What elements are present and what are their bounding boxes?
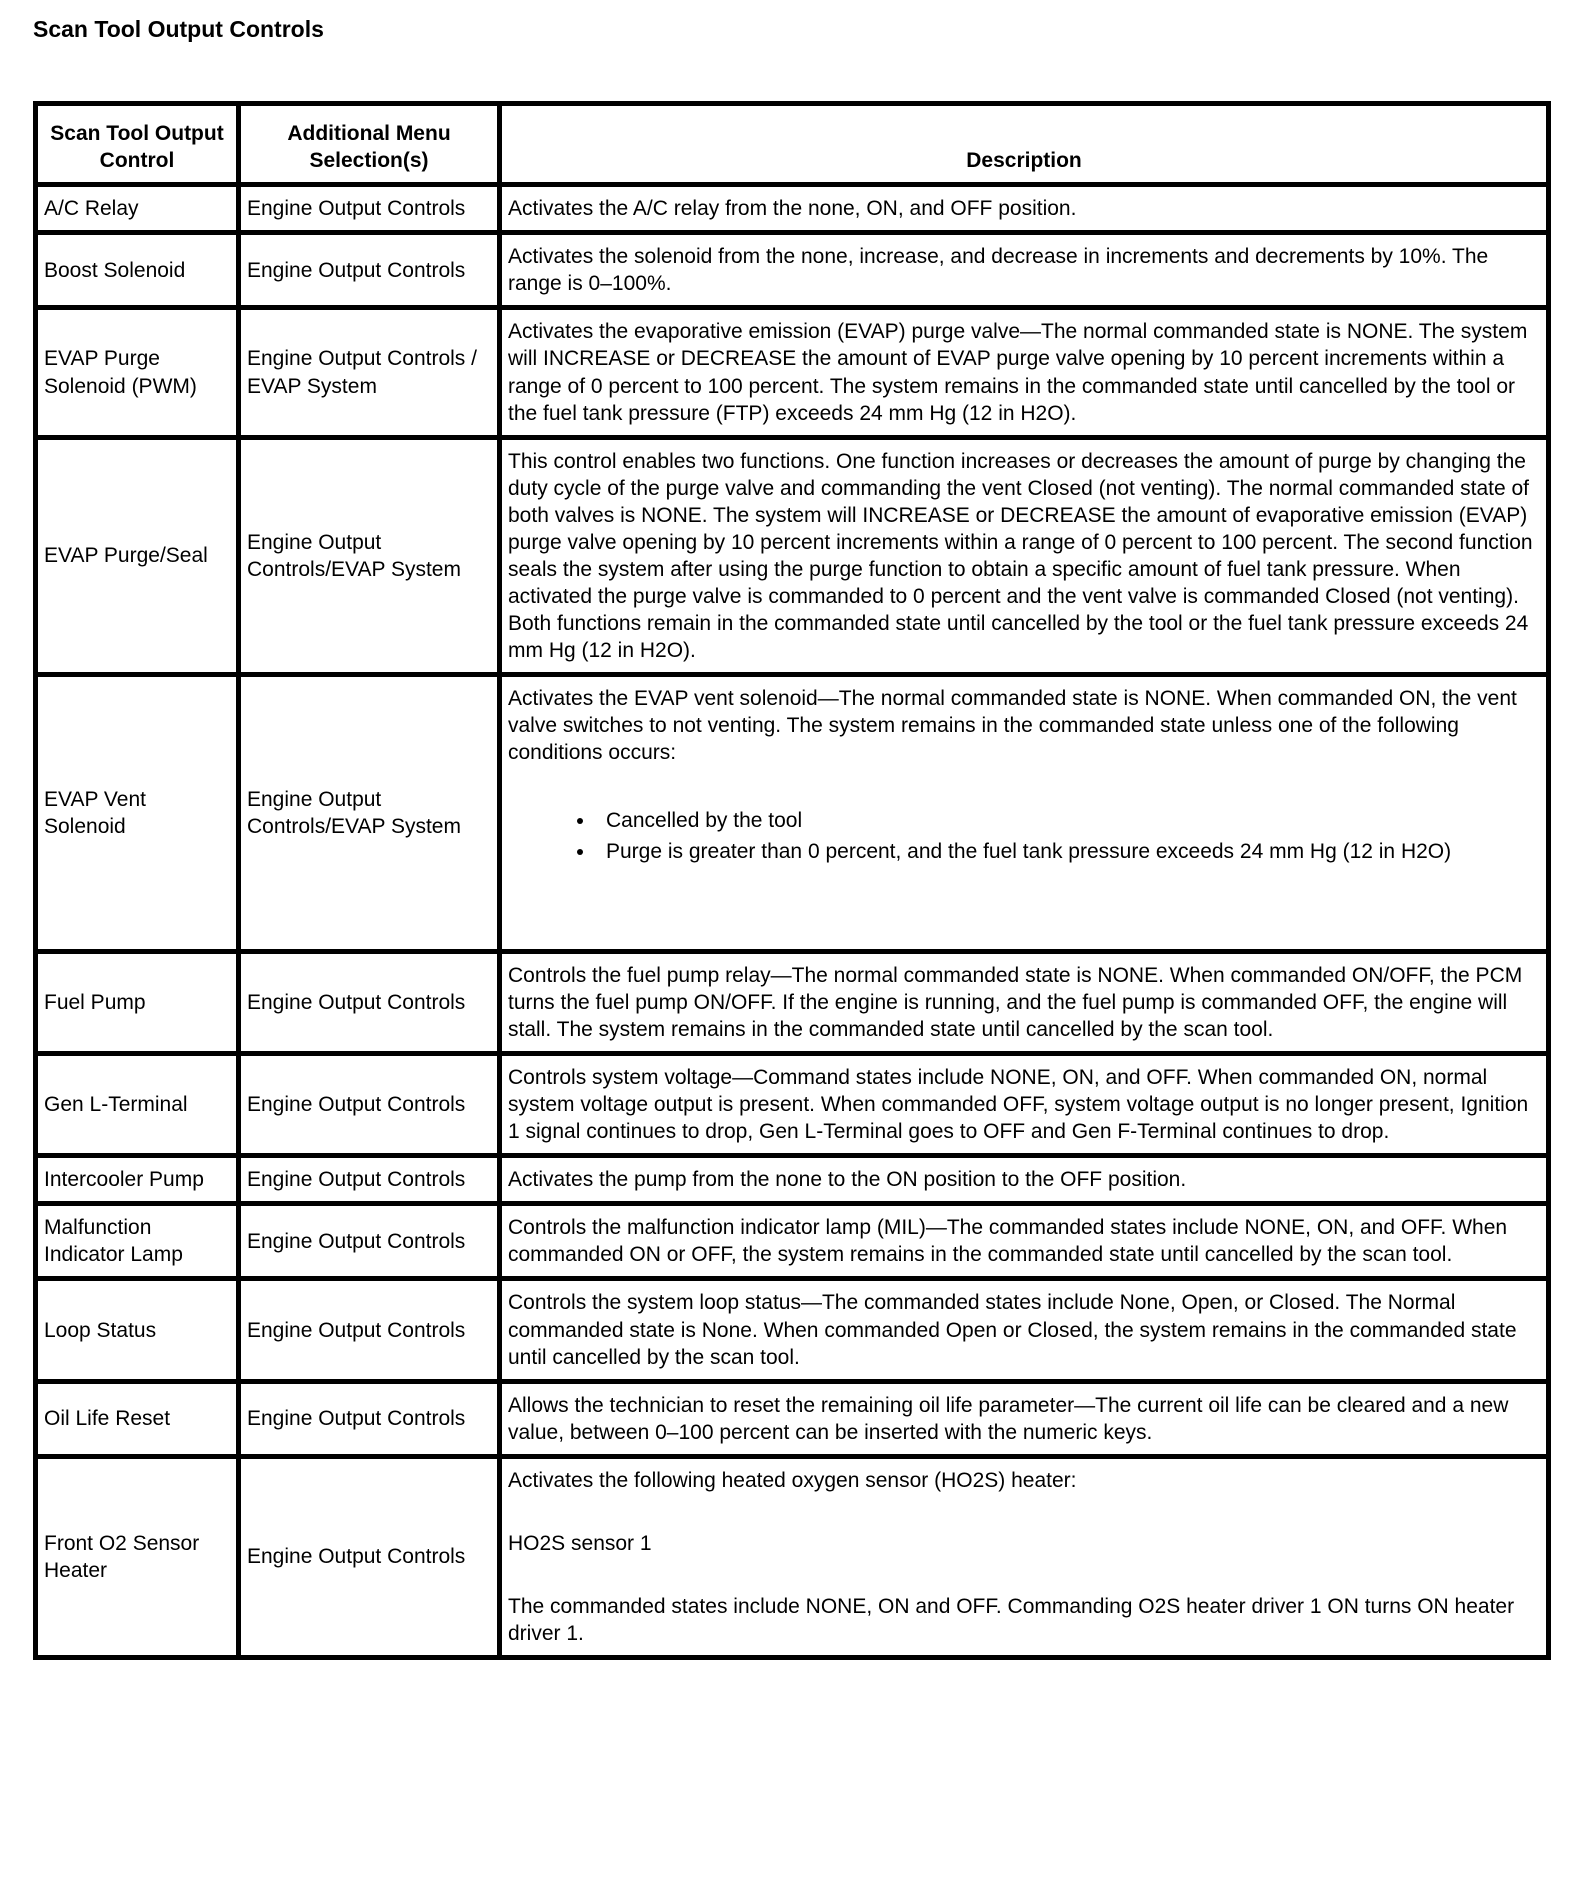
- table-body: [36, 185, 1549, 1658]
- menu-cell: Engine Output Controls/EVAP System: [239, 675, 500, 951]
- control-cell: EVAP Purge/Seal: [36, 437, 239, 675]
- table-row: [36, 1279, 1549, 1381]
- description-paragraph: Controls the malfunction indicator lamp (MIL)—The commanded states include NONE, ON, and OFF. When commanded ON or OFF, the system remains in the commanded state until cancelled by the scan tool.: [508, 1216, 1508, 1267]
- description-paragraph: HO2S sensor 1: [508, 1531, 652, 1555]
- header-scan-tool-output-control: Scan Tool Output Control: [36, 104, 239, 185]
- control-cell: Boost Solenoid: [36, 233, 239, 308]
- menu-cell: Engine Output Controls: [239, 1279, 500, 1381]
- blank-line: [508, 905, 1540, 941]
- table-row: [36, 675, 1549, 951]
- control-cell: Intercooler Pump: [36, 1156, 239, 1204]
- description-paragraph: Activates the EVAP vent solenoid—The normal commanded state is NONE. When commanded ON, the vent valve switches to not venting. The system remains in the commanded state unless one of the following conditions occurs:: [508, 687, 1517, 765]
- menu-cell: Engine Output Controls: [239, 1053, 500, 1155]
- table-row: [36, 185, 1549, 233]
- description-paragraph: Activates the A/C relay from the none, ON, and OFF position.: [508, 197, 1077, 221]
- header-description: Description: [500, 104, 1549, 185]
- table-row: [36, 437, 1549, 675]
- scan-tool-output-controls-table: [33, 101, 1551, 1660]
- description-cell: [500, 1381, 1549, 1456]
- description-paragraph: Activates the solenoid from the none, increase, and decrease in increments and decrements by 10%. The range is 0–100%.: [508, 245, 1489, 296]
- menu-cell: Engine Output Controls: [239, 1156, 500, 1204]
- blank-line: [508, 869, 1540, 905]
- blank-line: [508, 767, 1540, 803]
- control-cell: Loop Status: [36, 1279, 239, 1381]
- control-cell: EVAP Purge Solenoid (PWM): [36, 308, 239, 437]
- description-paragraph: Controls system voltage—Command states include NONE, ON, and OFF. When commanded ON, normal system voltage output is present. When commanded OFF, system voltage output is no longer present, Ignition 1 signal continues to drop, Gen L-Terminal goes to OFF and Gen F-Terminal continues to drop.: [508, 1065, 1529, 1144]
- menu-cell: Engine Output Controls: [239, 1456, 500, 1657]
- control-cell: Malfunction Indicator Lamp: [36, 1204, 239, 1279]
- menu-cell: Engine Output Controls: [239, 1204, 500, 1279]
- description-cell: [500, 1456, 1549, 1657]
- table-row: [36, 1156, 1549, 1204]
- description-cell: [500, 1053, 1549, 1155]
- table-row: [36, 1204, 1549, 1279]
- control-cell: A/C Relay: [36, 185, 239, 233]
- blank-line: [508, 1557, 1540, 1593]
- table-row: [36, 1381, 1549, 1456]
- description-paragraph: Activates the evaporative emission (EVAP) purge valve—The normal commanded state is NONE. The system will INCREASE or DECREASE the amount of EVAP purge valve opening by 10 percent increments within a range of 0 percent to 100 percent. The system remains in the commanded state until cancelled by the tool or the fuel tank pressure (FTP) exceeds 24 mm Hg (12 in H2O).: [508, 320, 1528, 425]
- menu-cell: Engine Output Controls/EVAP System: [239, 437, 500, 675]
- control-cell: Oil Life Reset: [36, 1381, 239, 1456]
- description-cell: [500, 185, 1549, 233]
- menu-cell: Engine Output Controls: [239, 951, 500, 1053]
- description-cell: [500, 308, 1549, 437]
- control-cell: Gen L-Terminal: [36, 1053, 239, 1155]
- blank-line: [508, 1494, 1540, 1530]
- bullet-item: • Purge is greater than 0 percent, and the fuel tank pressure exceeds 24 mm Hg (12 in H2O): [596, 838, 1540, 865]
- header-additional-menu-selections: Additional Menu Selection(s): [239, 104, 500, 185]
- description-bullet-list: [508, 807, 1540, 865]
- description-cell: [500, 1204, 1549, 1279]
- description-paragraph: The commanded states include NONE, ON and OFF. Commanding O2S heater driver 1 ON turns ON heater driver 1.: [508, 1594, 1515, 1646]
- description-cell: [500, 233, 1549, 308]
- menu-cell: Engine Output Controls / EVAP System: [239, 308, 500, 437]
- description-cell: [500, 951, 1549, 1053]
- description-cell: [500, 1156, 1549, 1204]
- description-paragraph: This control enables two functions. One function increases or decreases the amount of purge by changing the duty cycle of the purge valve and commanding the vent Closed (not venting). The normal commanded state of both valves is NONE. The system will INCREASE or DECREASE the amount of evaporative emission (EVAP) purge valve opening by 10 percent increments within a range of 0 percent to 100 percent. The second function seals the system after using the purge function to obtain a specific amount of fuel tank pressure. When activated the purge valve is commanded to 0 percent and the vent valve is commanded Closed (not venting). Both functions remain in the commanded state until cancelled by the tool or the fuel tank pressure exceeds 24 mm Hg (12 in H2O).: [508, 449, 1533, 663]
- page-title: Scan Tool Output Controls: [33, 16, 324, 42]
- table-header: [36, 104, 1549, 185]
- menu-cell: Engine Output Controls: [239, 233, 500, 308]
- bullet-item: • Cancelled by the tool: [596, 807, 1540, 834]
- menu-cell: Engine Output Controls: [239, 1381, 500, 1456]
- description-paragraph: Controls the system loop status—The commanded states include None, Open, or Closed. The Normal commanded state is None. When commanded Open or Closed, the system remains in the commanded state until cancelled by the scan tool.: [508, 1291, 1517, 1369]
- control-cell: Front O2 Sensor Heater: [36, 1456, 239, 1657]
- description-cell: [500, 437, 1549, 675]
- description-paragraph: Activates the pump from the none to the ON position to the OFF position.: [508, 1168, 1187, 1192]
- description-cell: [500, 1279, 1549, 1381]
- table-row: [36, 951, 1549, 1053]
- control-cell: Fuel Pump: [36, 951, 239, 1053]
- description-paragraph: Controls the fuel pump relay—The normal commanded state is NONE. When commanded ON/OFF, the PCM turns the fuel pump ON/OFF. If the engine is running, and the fuel pump is commanded OFF, the engine will stall. The system remains in the commanded state until cancelled by the scan tool.: [508, 963, 1523, 1041]
- menu-cell: Engine Output Controls: [239, 185, 500, 233]
- header-row: [36, 104, 1549, 185]
- description-paragraph: Allows the technician to reset the remaining oil life parameter—The current oil life can be cleared and a new value, between 0–100 percent can be inserted with the numeric keys.: [508, 1393, 1509, 1444]
- table-row: [36, 1456, 1549, 1657]
- table-row: [36, 1053, 1549, 1155]
- control-cell: EVAP Vent Solenoid: [36, 675, 239, 951]
- description-cell: [500, 675, 1549, 951]
- table-row: [36, 233, 1549, 308]
- table-row: [36, 308, 1549, 437]
- description-paragraph: Activates the following heated oxygen sensor (HO2S) heater:: [508, 1468, 1077, 1492]
